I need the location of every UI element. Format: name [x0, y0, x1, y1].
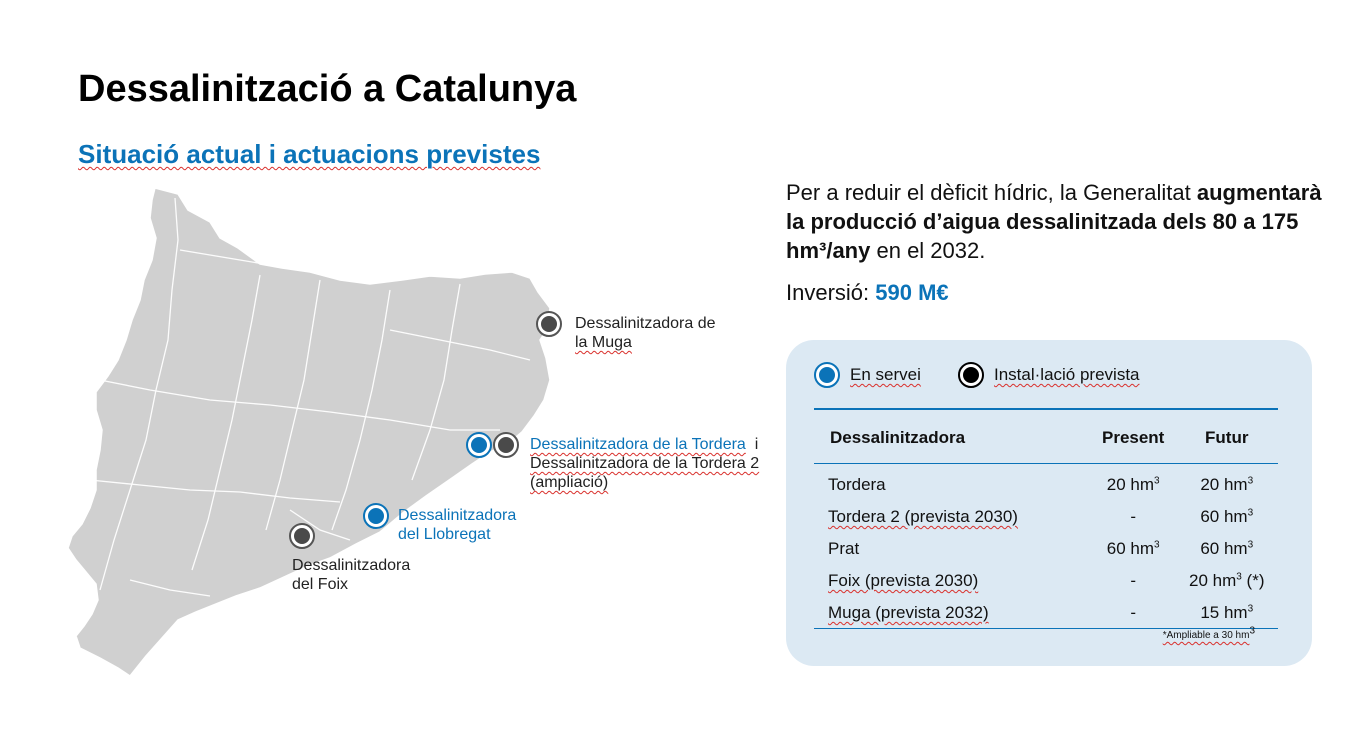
catalonia-map — [60, 180, 560, 680]
legend-planned-label: Instal·lació prevista — [994, 365, 1140, 384]
intro-part1: Per a reduir el dèficit hídric, la Generalitat — [786, 180, 1191, 205]
row-name: Tordera 2 (prevista 2030) — [828, 507, 1018, 526]
investment — [786, 280, 949, 306]
tordera-label — [530, 435, 759, 492]
investment-value: 590 M€ — [875, 280, 949, 305]
muga-label-line2: la Muga — [575, 334, 632, 351]
foix-label-line2: del Foix — [292, 576, 349, 593]
llobregat-label-line2: del Llobregat — [398, 526, 491, 543]
planned-legend-icon — [958, 362, 984, 388]
row-present: 60 $hm^3$ — [1106, 539, 1160, 558]
muga-label — [575, 314, 716, 352]
legend-planned — [958, 362, 1140, 388]
row-present: - — [1091, 597, 1176, 629]
row-future: 20 $hm^3$ — [1200, 475, 1254, 494]
row-present: 20 $hm^3$ — [1106, 475, 1160, 494]
plants-panel — [786, 340, 1312, 666]
header-plant: Dessalinitzadora — [814, 409, 1091, 464]
header-future: Futur — [1176, 409, 1278, 464]
operating-legend-icon — [814, 362, 840, 388]
table-row — [814, 597, 1278, 629]
header-present: Present — [1091, 409, 1176, 464]
tordera-label-line2: Dessalinitzadora de la Tordera 2 — [530, 455, 760, 472]
legend-operating-label: En servei — [850, 365, 921, 384]
foix-marker[interactable] — [289, 523, 315, 549]
muga-marker[interactable] — [536, 311, 562, 337]
row-future: 60 $hm^3$ — [1200, 507, 1254, 526]
row-name: Tordera — [828, 475, 886, 494]
row-name: Prat — [828, 539, 860, 558]
row-name: Muga (prevista 2032) — [814, 597, 1091, 629]
llobregat-label — [398, 506, 516, 544]
foix-label-line1: Dessalinitzadora — [292, 557, 411, 574]
tordera-2-marker[interactable] — [493, 432, 519, 458]
table-row — [814, 565, 1278, 597]
tordera-label-line3: (ampliació) — [530, 474, 609, 491]
intro-bold: augmentarà la producció d’aigua dessalinitzada dels 80 a 175 hm³/any — [786, 180, 1322, 263]
table-row — [814, 501, 1278, 533]
plants-table — [814, 408, 1278, 629]
intro-part2: en el 2032. — [876, 238, 986, 263]
table-footnote: *Ampliable a 30 $hm^3$ — [1162, 625, 1255, 641]
row-future: 60 $hm^3$ — [1200, 539, 1254, 558]
table-row — [814, 464, 1278, 502]
tordera-marker[interactable] — [466, 432, 492, 458]
llobregat-label-line1: Dessalinitzadora — [398, 507, 517, 524]
muga-label-line1: Dessalinitzadora de — [575, 315, 716, 332]
row-present: - — [1130, 571, 1137, 590]
foix-label — [292, 556, 410, 594]
intro-text — [786, 178, 1326, 265]
table-row — [814, 533, 1278, 565]
llobregat-marker[interactable] — [363, 503, 389, 529]
row-future: 20 $hm^3$ (*) — [1189, 571, 1265, 590]
row-future: 15 $hm^3$ — [1176, 597, 1278, 629]
legend-operating — [814, 362, 921, 388]
row-name: Foix (prevista 2030) — [828, 571, 979, 590]
page-title: Dessalinització a Catalunya — [78, 68, 577, 110]
table-header-row — [814, 409, 1278, 464]
tordera-label-line1: Dessalinitzadora de la Tordera — [530, 436, 746, 453]
page-subtitle: Situació actual i actuacions previstes — [78, 139, 541, 169]
row-present: - — [1130, 507, 1137, 526]
investment-label: Inversió: — [786, 280, 870, 305]
tordera-label-conj: i — [754, 436, 759, 453]
